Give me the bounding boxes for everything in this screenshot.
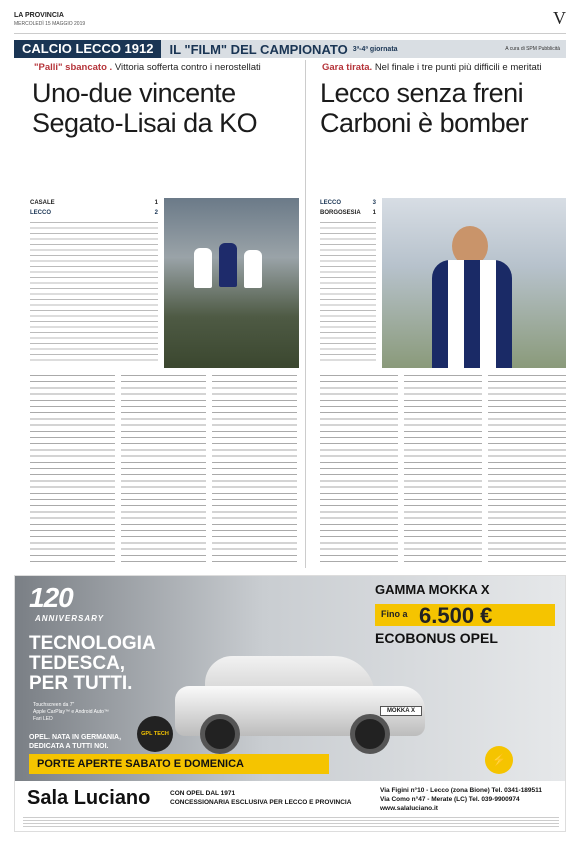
left-score-row-1: CASALE 1 [30, 200, 158, 206]
right-body-col-1 [320, 375, 398, 565]
left-match-photo [164, 198, 299, 368]
player-figure [219, 243, 237, 287]
paper-name: LA PROVINCIA [14, 12, 64, 19]
right-body-col-2 [404, 375, 482, 565]
right-headline-line2: Carboni è bomber [320, 108, 529, 138]
ad-hero [15, 576, 566, 781]
anniversary-word: ANNIVERSARY [35, 614, 105, 623]
left-body-col-3 [212, 375, 297, 565]
right-player-photo [382, 198, 566, 368]
left-headline-line1: Uno-due vincente [32, 78, 236, 108]
opel-advertisement[interactable] [14, 575, 566, 832]
left-body-col-1 [30, 375, 115, 565]
right-kicker [322, 62, 542, 73]
car-image [165, 646, 435, 756]
ad-fine-print [23, 817, 559, 829]
section-label: CALCIO LECCO 1912 [14, 40, 161, 58]
credit-label: A cura di SPM Pubblicità [505, 46, 560, 52]
dealer-website[interactable]: www.salaluciano.it [380, 805, 438, 812]
masthead [14, 10, 566, 34]
right-scoreboard [320, 200, 376, 216]
right-body-col-3 [488, 375, 566, 565]
ad-features: Touchscreen da 7" Apple CarPlay™ e Android Auto™ Fari LED [33, 702, 109, 722]
car-wheel [200, 714, 240, 754]
price-value: 6.500 € [419, 603, 493, 628]
left-scoreboard [30, 200, 158, 216]
dealer-strip [15, 781, 566, 832]
right-kicker-red: Gara tirata. [322, 62, 373, 73]
left-tabellino [30, 222, 158, 362]
dealer-addresses: Via Figini n°10 - Lecco (zona Bione) Tel. 0341-189511 Via Como n°47 - Merate (LC) Tel. 039-9900974 www.salaluciano.it [380, 787, 543, 812]
price-box [375, 604, 555, 626]
section-band [14, 40, 566, 58]
ad-slogan: TECNOLOGIA TEDESCA, PER TUTTI. [29, 633, 156, 694]
opel-logo-icon: ⚡ [485, 746, 513, 774]
gpl-tech-badge: GPL TECH [137, 716, 173, 752]
giornata-label: 3ª-4ª giornata [352, 45, 398, 53]
right-score-row-1: LECCO 3 [320, 200, 376, 206]
license-plate: MOKKA X [380, 706, 422, 716]
right-headline [320, 78, 570, 138]
left-headline [32, 78, 292, 138]
player-jersey [432, 260, 512, 368]
right-tabellino [320, 222, 376, 364]
open-days-banner: PORTE APERTE SABATO E DOMENICA [29, 754, 329, 774]
right-headline-line1: Lecco senza freni [320, 78, 524, 108]
left-score-row-2: LECCO 2 [30, 210, 158, 216]
right-kicker-text: Nel finale i tre punti più difficili e meritati [374, 62, 542, 73]
right-score-row-2: BORGOSESIA 1 [320, 210, 376, 216]
left-kicker [34, 62, 261, 73]
column-divider [305, 60, 306, 568]
gamma-title: GAMMA MOKKA X [375, 582, 490, 597]
left-kicker-red: "Palli" sbancato . [34, 62, 113, 73]
ad-born-text: OPEL. NATA IN GERMANIA, DEDICATA A TUTTI NOI. [29, 734, 122, 750]
left-body-col-2 [121, 375, 206, 565]
ecobonus-label: ECOBONUS OPEL [375, 630, 498, 646]
left-headline-line2: Segato-Lisai da KO [32, 108, 258, 138]
page-letter: V [553, 8, 566, 28]
issue-date: MERCOLEDÌ 15 MAGGIO 2019 [14, 21, 86, 27]
dealer-name: Sala Luciano [27, 787, 151, 809]
player-figure [244, 250, 262, 288]
car-wheel [350, 714, 390, 754]
player-figure [194, 248, 212, 288]
section-title: IL "FILM" DEL CAMPIONATO [169, 41, 348, 57]
anniversary-number: 120 [29, 582, 73, 613]
tabellino-text-lines [30, 222, 158, 362]
left-kicker-text: Vittoria sofferta contro i nerostellati [114, 62, 261, 73]
price-prefix: Fino a [381, 609, 408, 619]
dealer-subtitle: CON OPEL DAL 1971 CONCESSIONARIA ESCLUSIVA PER LECCO E PROVINCIA [170, 790, 352, 806]
